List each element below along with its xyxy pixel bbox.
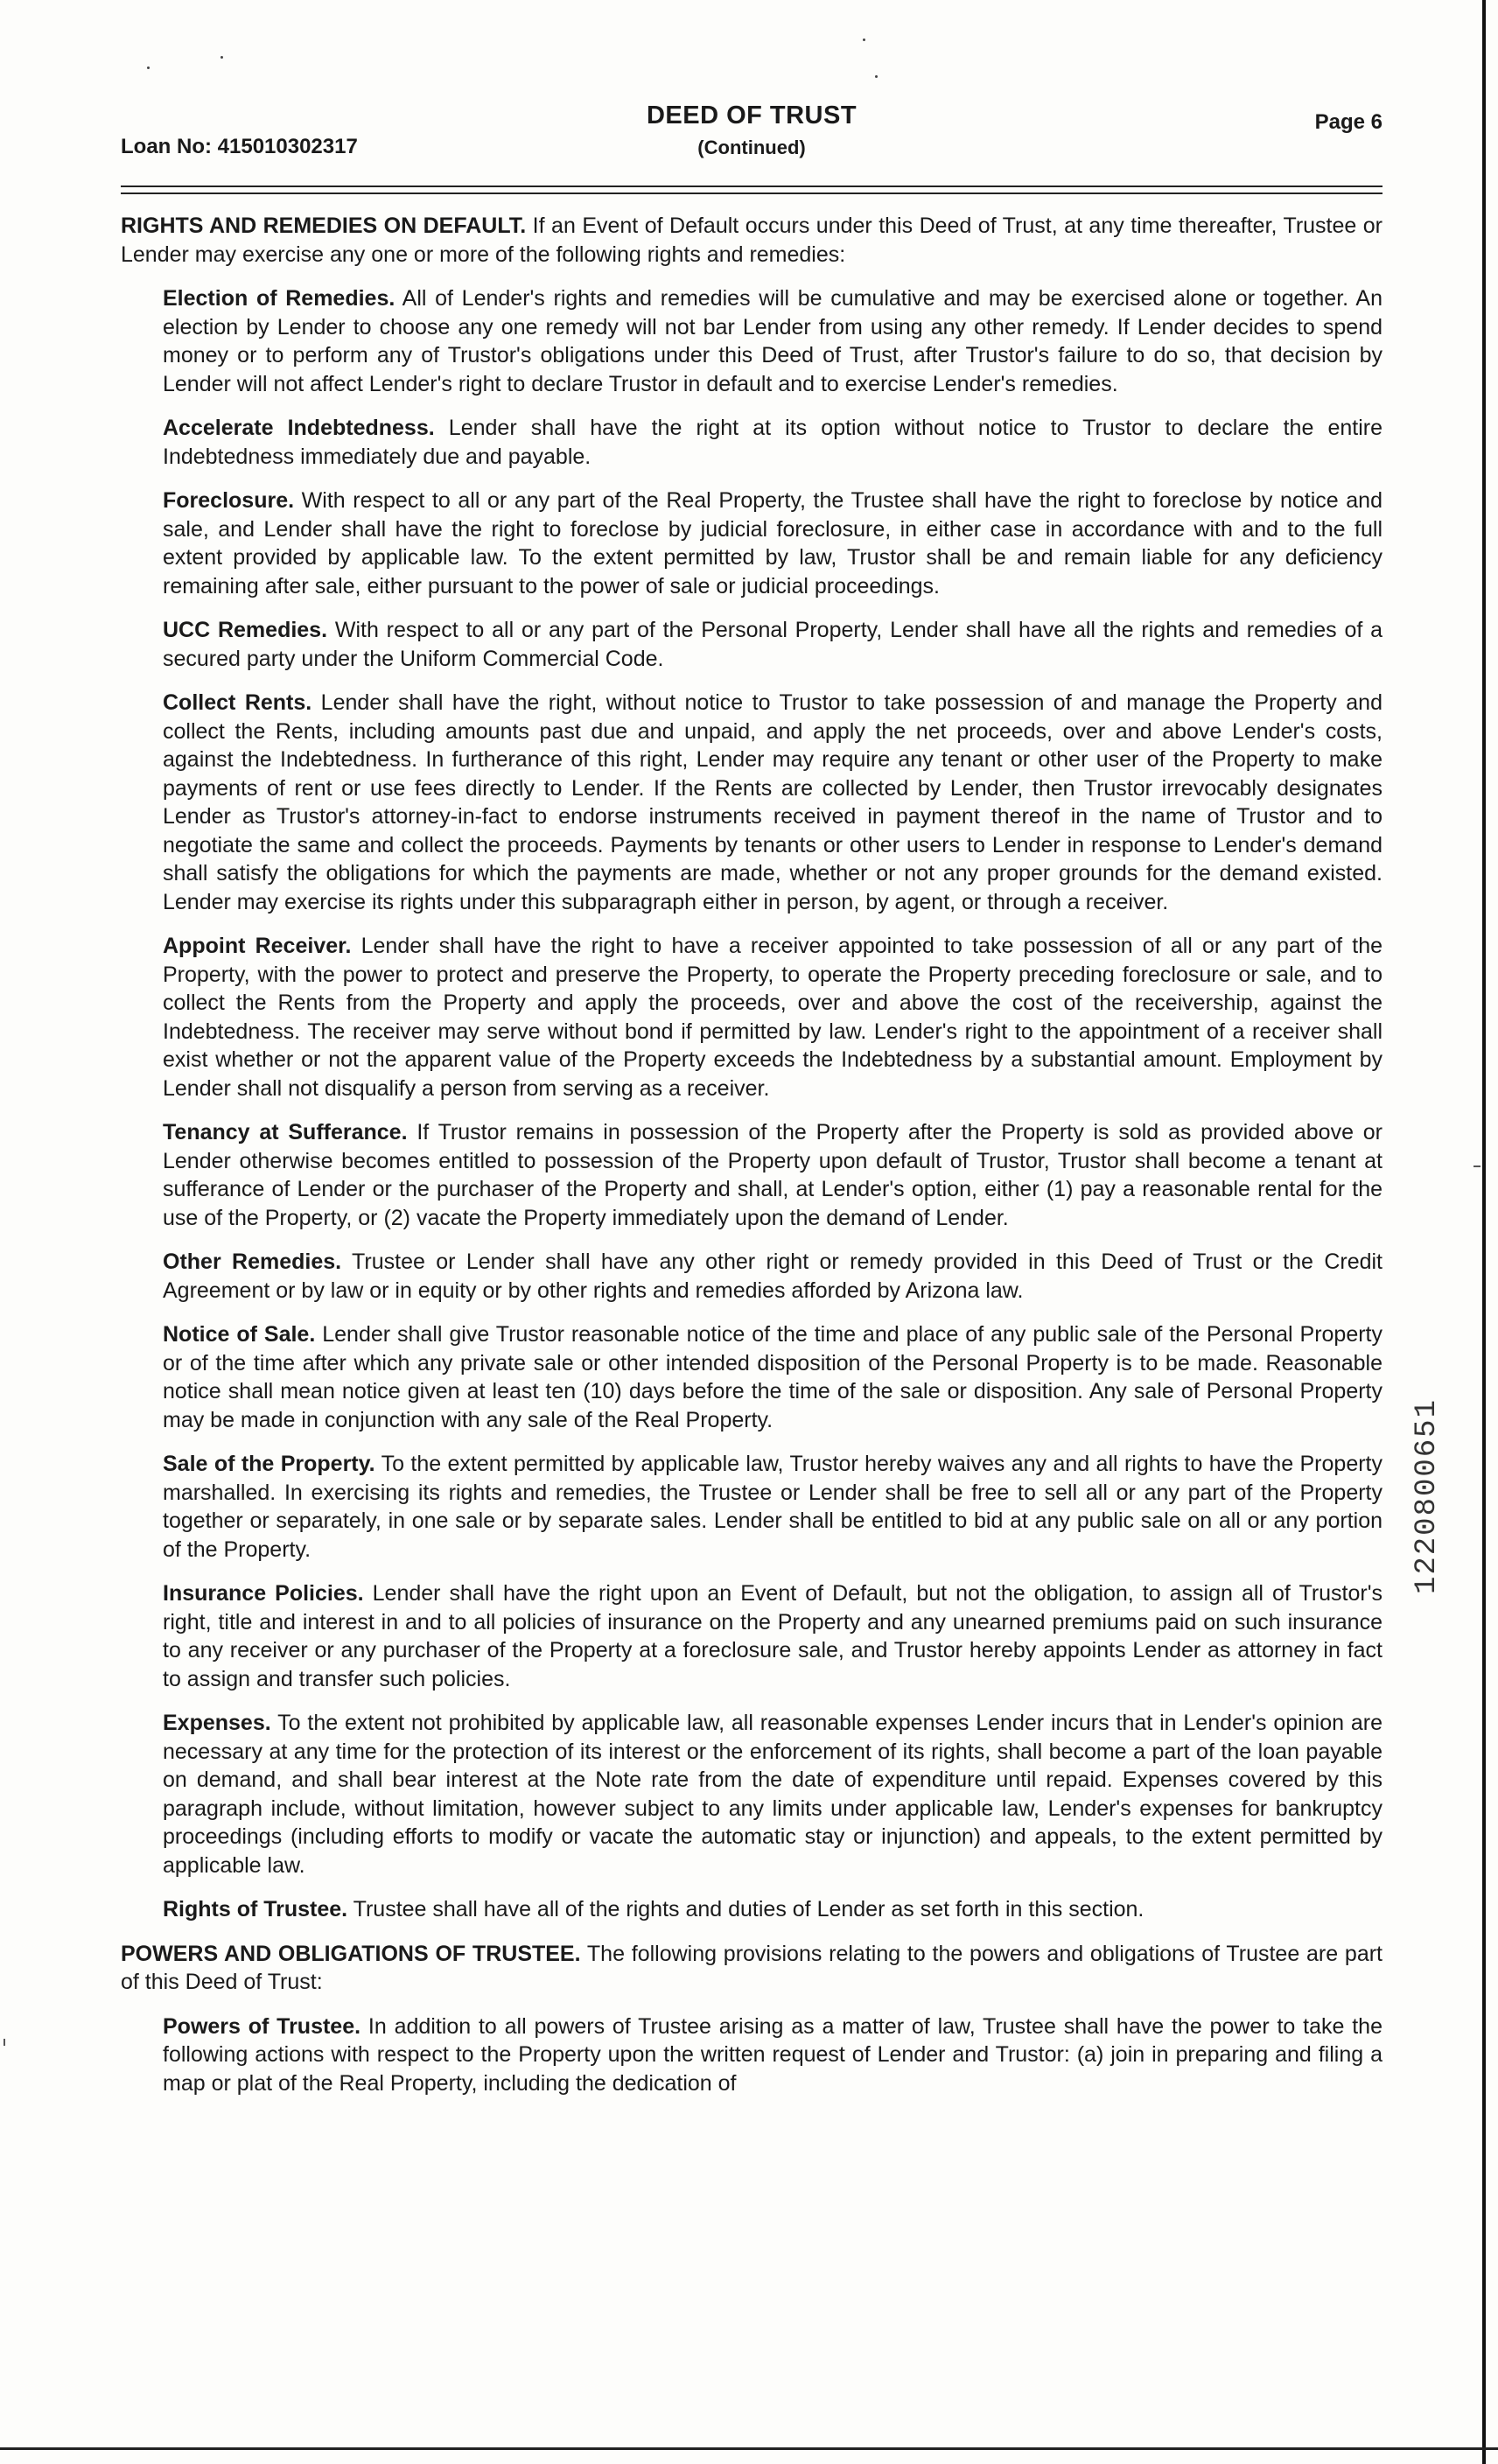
paragraph-heading: Collect Rents. bbox=[163, 690, 312, 715]
paragraph-text: If an Event of Default occurs under this Deed of Trust, at any time thereafter, Trustee or Lender may exercise any one or more of the following rights and remedies: bbox=[121, 214, 1382, 267]
paragraph-heading: Tenancy at Sufferance. bbox=[163, 1120, 408, 1144]
scan-edge-bottom bbox=[0, 2447, 1498, 2450]
paragraph-text: With respect to all or any part of the Real Property, the Trustee shall have the right to foreclose by notice and sale, and Lender shall have the right to foreclose by judicial foreclosure, in either case in accordance with and to the full extent provided by applicable law. To the extent permitted by law, Trustor shall be and remain liable for any deficiency remaining after sale, either pursuant to the power of sale or judicial proceedings. bbox=[163, 488, 1382, 598]
subsection-paragraph bbox=[163, 2012, 1382, 2098]
paragraph-text: Lender shall give Trustor reasonable notice of the time and place of any public sale of the Personal Property or of the time after which any private sale or other intended disposition of the Personal Property is to be made. Reasonable notice shall mean notice given at least ten (10) days before the time of the sale or disposition. Any sale of Personal Property may be made in conjunction with any sale of the Real Property. bbox=[163, 1322, 1383, 1432]
paragraph-heading: Notice of Sale. bbox=[163, 1322, 316, 1347]
paragraph-heading: Rights of Trustee. bbox=[163, 1897, 348, 1922]
subsection-paragraph bbox=[163, 1320, 1382, 1434]
subsection-paragraph bbox=[163, 616, 1382, 673]
header-rule bbox=[121, 186, 1382, 187]
paragraph-text: Trustee shall have all of the rights and duties of Lender as set forth in this section. bbox=[347, 1897, 1144, 1922]
paragraph-heading: POWERS AND OBLIGATIONS OF TRUSTEE. bbox=[121, 1941, 581, 1966]
paragraph-heading: Powers of Trustee. bbox=[163, 2013, 361, 2039]
subsection-paragraph bbox=[163, 932, 1382, 1102]
paragraph-text: Trustee or Lender shall have any other right or remedy provided in this Deed of Trust or the Credit Agreement or by law or in equity or by other rights and remedies afforded by Arizona law. bbox=[163, 1250, 1383, 1303]
paragraph-text: The following provisions relating to the powers and obligations of Trustee are part of this Deed of Trust: bbox=[121, 1941, 1382, 1994]
paragraph-heading: RIGHTS AND REMEDIES ON DEFAULT. bbox=[121, 214, 527, 238]
paragraph-heading: Foreclosure. bbox=[163, 488, 295, 513]
loan-number: Loan No: 415010302317 bbox=[121, 135, 358, 158]
document-subtitle: (Continued) bbox=[697, 136, 806, 158]
paragraph-text: Lender shall have the right to have a receiver appointed to take possession of all or any part of the Property, with the power to protect and preserve the Property, to operate the Property preceding foreclosure or sale, and to collect the Rents from the Property and apply the proceeds, over and above the cost of the receivership, against the Indebtedness. The receiver may serve without bond if permitted by law. Lender's right to the appointment of a receiver shall exist whether or not the apparent value of the Property exceeds the Indebtedness by a substantial amount. Employment by Lender shall not disqualify a person from serving as a receiver. bbox=[163, 934, 1382, 1101]
subsection-paragraph bbox=[163, 1895, 1382, 1924]
paragraph-heading: Appoint Receiver. bbox=[163, 934, 352, 958]
subsection-paragraph bbox=[163, 1118, 1382, 1232]
subsection-paragraph bbox=[163, 1579, 1382, 1693]
scan-speck bbox=[220, 56, 223, 59]
paragraph-text: Lender shall have the right, without notice to Trustor to take possession of and manage the Property and collect the Rents, including amounts past due and unpaid, and apply the net proceeds, over and above Lender's costs, against the Indebtedness. In furtherance of this right, Lender may require any tenant or other user of the Property to make payments of rent or use fees directly to Lender. If the Rents are collected by Lender, then Trustor irrevocably designates Lender as Trustor's attorney-in-fact to endorse instruments received in payment thereof in the name of Trustor and to negotiate the same and collect the proceeds. Payments by tenants or other users to Lender in response to Lender's demand shall satisfy the obligations for which the payments are made, whether or not any proper grounds for the demand existed. Lender may exercise its rights under this subparagraph either in person, by agent, or through a receiver. bbox=[163, 690, 1382, 914]
subsection-paragraph bbox=[163, 1709, 1382, 1880]
scan-mark bbox=[4, 2039, 5, 2046]
section-paragraph bbox=[121, 1940, 1382, 1997]
paragraph-text: To the extent permitted by applicable law, Trustor hereby waives any and all rights to have the Property marshalled. In exercising its rights and remedies, the Trustee or Lender shall be free to sell all or any part of the Property together or separately, in one sale or by separate sales. Lender shall be entitled to bid at any public sale on all or any portion of the Property. bbox=[163, 1452, 1382, 1562]
paragraph-text: If Trustor remains in possession of the Property after the Property is sold as provided above or Lender otherwise becomes entitled to possession of the Property upon default of Trustor, Trustor shall become a tenant at sufferance of Lender or the purchaser of the Property and shall, at Lender's option, either (1) pay a reasonable rental for the use of the Property, or (2) vacate the Property immediately upon the demand of Lender. bbox=[163, 1120, 1382, 1230]
paragraph-heading: UCC Remedies. bbox=[163, 618, 328, 642]
recording-number-stamp: 1220800651 bbox=[1410, 1398, 1444, 1595]
paragraph-text: Lender shall have the right upon an Event of Default, but not the obligation, to assign all of Trustor's right, title and interest in and to all policies of insurance on the Property and any unearned premiums paid on such insurance to any receiver or any purchaser of the Property at a foreclosure sale, and Trustor hereby appoints Lender as attorney in fact to assign and transfer such policies. bbox=[163, 1581, 1382, 1691]
scan-mark bbox=[1474, 1166, 1480, 1167]
header-rule bbox=[121, 192, 1382, 194]
page-header bbox=[121, 102, 1382, 172]
section-paragraph bbox=[121, 212, 1382, 269]
paragraph-heading: Expenses. bbox=[163, 1711, 271, 1735]
document-body bbox=[121, 212, 1382, 2113]
paragraph-heading: Other Remedies. bbox=[163, 1250, 342, 1274]
paragraph-heading: Election of Remedies. bbox=[163, 286, 396, 311]
paragraph-text: In addition to all powers of Trustee arising as a matter of law, Trustee shall have the power to take the following actions with respect to the Property upon the written request of Lender and Trustor: (a) join in preparing and filing a map or plat of the Real Property, including the dedication of bbox=[163, 2013, 1382, 2096]
subsection-paragraph bbox=[163, 486, 1382, 600]
subsection-paragraph bbox=[163, 1450, 1382, 1564]
subsection-paragraph bbox=[163, 284, 1382, 398]
paragraph-text: Lender shall have the right at its option without notice to Trustor to declare the entire Indebtedness immediately due and payable. bbox=[163, 416, 1382, 469]
subsection-paragraph bbox=[163, 414, 1382, 471]
page-number: Page 6 bbox=[1314, 110, 1382, 134]
scan-speck bbox=[875, 75, 878, 78]
paragraph-text: With respect to all or any part of the Personal Property, Lender shall have all the rights and remedies of a secured party under the Uniform Commercial Code. bbox=[163, 618, 1383, 671]
paragraph-heading: Insurance Policies. bbox=[163, 1581, 364, 1606]
paragraph-heading: Accelerate Indebtedness. bbox=[163, 416, 435, 440]
document-title: DEED OF TRUST bbox=[646, 102, 858, 130]
paragraph-heading: Sale of the Property. bbox=[163, 1452, 375, 1476]
scan-speck bbox=[147, 66, 150, 69]
scan-speck bbox=[863, 38, 865, 41]
subsection-paragraph bbox=[163, 689, 1382, 916]
paragraph-text: All of Lender's rights and remedies will be cumulative and may be exercised alone or together. An election by Lender to choose any one remedy will not bar Lender from using any other remedy. If Lender decides to spend money or to perform any of Trustor's obligations under this Deed of Trust, after Trustor's failure to do so, that decision by Lender will not affect Lender's right to declare Trustor in default and to exercise Lender's remedies. bbox=[163, 286, 1382, 396]
scan-edge-right bbox=[1482, 0, 1486, 2464]
subsection-paragraph bbox=[163, 1248, 1382, 1305]
paragraph-text: To the extent not prohibited by applicable law, all reasonable expenses Lender incurs that in Lender's opinion are necessary at any time for the protection of its interest or the enforcement of its rights, shall become a part of the loan payable on demand, and shall bear interest at the Note rate from the date of expenditure until repaid. Expenses covered by this paragraph include, without limitation, however subject to any limits under applicable law, Lender's expenses for bankruptcy proceedings (including efforts to modify or vacate the automatic stay or injunction) and appeals, to the extent permitted by applicable law. bbox=[163, 1711, 1382, 1878]
